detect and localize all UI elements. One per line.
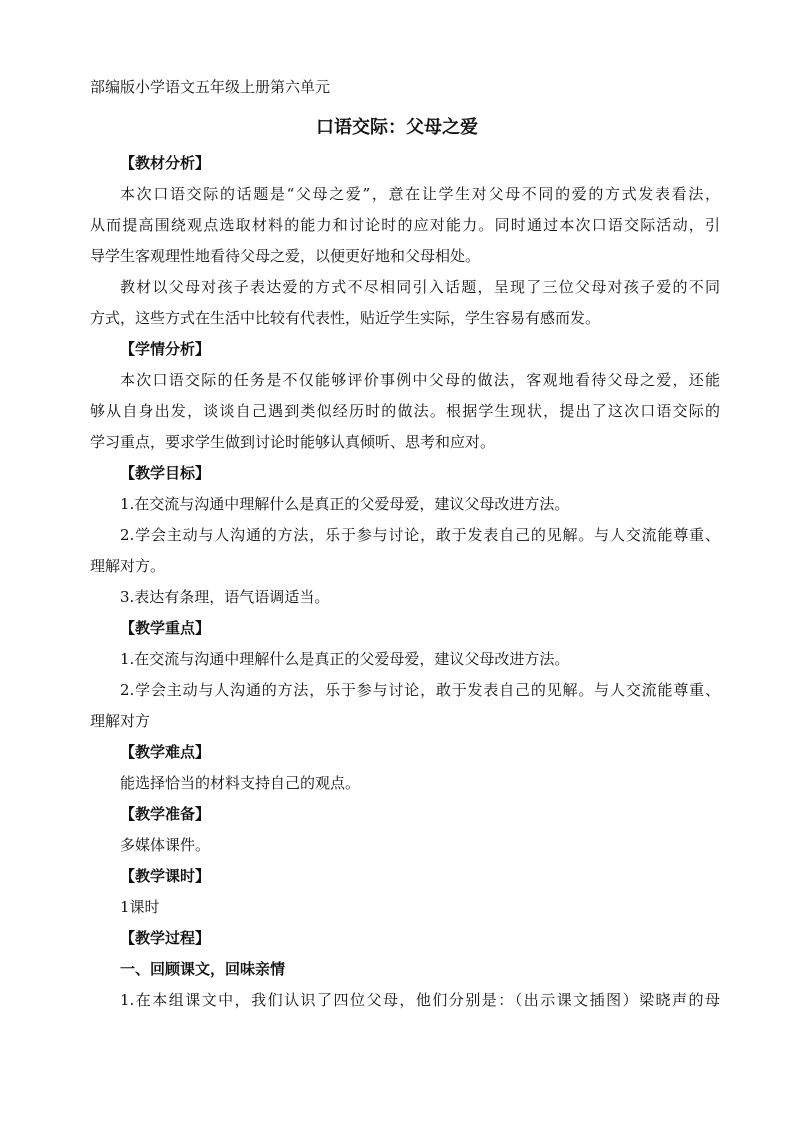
goal-item: 3.表达有条理，语气语调适当。 xyxy=(120,588,330,606)
document-title: 口语交际：父母之爱 xyxy=(316,117,478,138)
heading-preparation: 【教学准备】 xyxy=(120,805,211,823)
process-step-heading: 一、回顾课文，回味亲情 xyxy=(120,960,286,978)
learner-line: 学习重点，要求学生做到讨论时能够认真倾听、思考和应对。 xyxy=(90,433,496,451)
heading-key-points: 【教学重点】 xyxy=(120,619,211,637)
key-point-item-continued: 理解对方 xyxy=(90,712,151,730)
heading-difficulty: 【教学难点】 xyxy=(120,743,211,761)
key-point-item: 1.在交流与沟通中理解什么是真正的父爱母爱，建议父母改进方法。 xyxy=(120,650,570,668)
analysis-line: 本次口语交际的话题是“父母之爱”，意在让学生对父母不同的爱的方式发表看法， xyxy=(120,185,720,203)
analysis-line: 教材以父母对孩子表达爱的方式不尽相同引入话题，呈现了三位父母对孩子爱的不同 xyxy=(120,278,720,296)
heading-teaching-process: 【教学过程】 xyxy=(120,929,211,947)
goal-item: 2.学会主动与人沟通的方法，乐于参与讨论，敢于发表自己的见解。与人交流能尊重、 xyxy=(120,526,720,544)
learner-line: 够从自身出发，谈谈自己遇到类似经历时的做法。根据学生现状，提出了这次口语交际的 xyxy=(90,402,720,420)
document-subtitle: 部编版小学语文五年级上册第六单元 xyxy=(90,78,331,96)
goal-item-continued: 理解对方。 xyxy=(90,557,166,575)
analysis-line: 导学生客观理性地看待父母之爱，以便更好地和父母相处。 xyxy=(90,247,481,265)
goal-item: 1.在交流与沟通中理解什么是真正的父爱母爱，建议父母改进方法。 xyxy=(120,495,570,513)
key-point-item: 2.学会主动与人沟通的方法，乐于参与讨论，敢于发表自己的见解。与人交流能尊重、 xyxy=(120,681,720,699)
preparation-item: 多媒体课件。 xyxy=(120,836,211,854)
analysis-line: 方式，这些方式在生活中比较有代表性，贴近学生实际，学生容易有感而发。 xyxy=(90,309,601,327)
heading-teaching-goals: 【教学目标】 xyxy=(120,464,211,482)
heading-class-hours: 【教学课时】 xyxy=(120,867,211,885)
heading-learner-analysis: 【学情分析】 xyxy=(120,340,211,358)
analysis-line: 从而提高围绕观点选取材料的能力和讨论时的应对能力。同时通过本次口语交际活动，引 xyxy=(90,216,720,234)
class-hours-item: 1课时 xyxy=(120,898,160,916)
difficulty-item: 能选择恰当的材料支持自己的观点。 xyxy=(120,774,361,792)
heading-textbook-analysis: 【教材分析】 xyxy=(120,154,211,172)
document-body xyxy=(90,148,720,1016)
learner-line: 本次口语交际的任务是不仅能够评价事例中父母的做法，客观地看待父母之爱，还能 xyxy=(120,371,720,389)
process-line: 1.在本组课文中，我们认识了四位父母，他们分别是：（出示课文插图）梁晓声的母 xyxy=(120,991,720,1009)
